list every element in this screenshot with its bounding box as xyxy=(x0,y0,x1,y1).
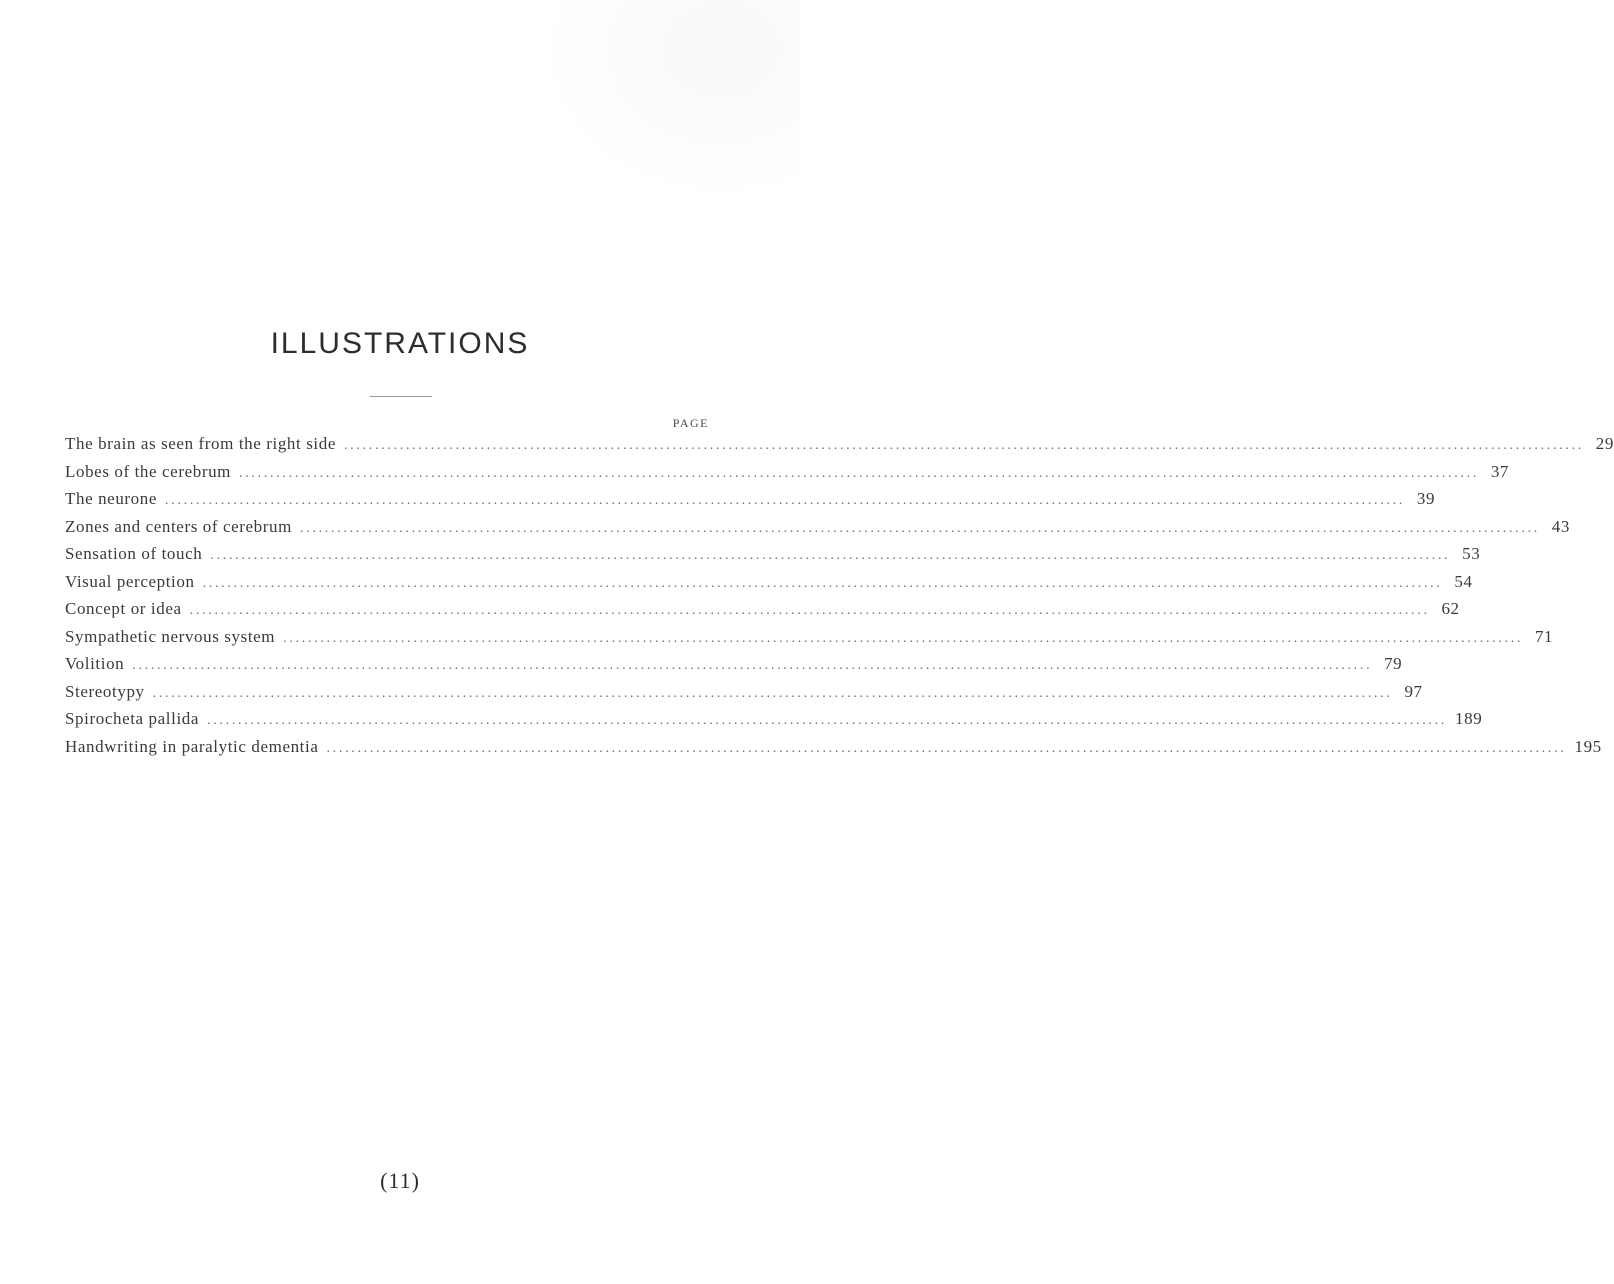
list-item xyxy=(65,599,1460,627)
page-column-label: PAGE xyxy=(672,416,709,430)
page-folio-number: (11) xyxy=(380,1168,420,1193)
dot-leader: ........................................................................................................................................................................................................ xyxy=(299,520,1540,536)
entry-page-number: 62 xyxy=(1441,599,1460,618)
entry-title: Sympathetic nervous system xyxy=(65,626,276,646)
dot-leader: ........................................................................................................................................................................................................ xyxy=(283,630,1524,646)
list-item xyxy=(65,736,1602,765)
entry-page-number: 43 xyxy=(1551,516,1570,536)
list-item xyxy=(65,654,1403,682)
dot-leader: ........................................................................................................................................................................................................ xyxy=(343,438,1584,453)
illustrations-list xyxy=(65,434,1614,764)
page-title: ILLUSTRATIONS xyxy=(270,327,530,360)
dot-leader: ........................................................................................................................................................................................................ xyxy=(210,548,1451,563)
entry-page-number: 54 xyxy=(1454,571,1473,591)
list-item xyxy=(65,626,1554,655)
entry-title: Spirocheta pallida xyxy=(65,709,200,728)
list-item xyxy=(65,681,1423,710)
entry-title: Zones and centers of cerebrum xyxy=(65,516,292,536)
list-item xyxy=(65,544,1481,572)
entry-title: Concept or idea xyxy=(65,599,182,618)
dot-leader: ........................................................................................................................................................................................................ xyxy=(326,740,1567,756)
dot-leader: ........................................................................................................................................................................................................ xyxy=(239,465,1480,481)
entry-title: Lobes of the cerebrum xyxy=(65,461,232,481)
list-item xyxy=(65,461,1510,490)
entry-page-number: 71 xyxy=(1534,626,1554,646)
entry-page-number: 39 xyxy=(1416,489,1436,508)
entry-title: Volition xyxy=(65,654,125,673)
dot-leader: ........................................................................................................................................................................................................ xyxy=(165,493,1406,508)
dot-leader: ........................................................................................................................................................................................................ xyxy=(189,603,1430,618)
entry-page-number: 53 xyxy=(1462,544,1481,563)
list-item xyxy=(65,571,1473,600)
title-rule-divider xyxy=(370,396,432,397)
list-item xyxy=(65,709,1483,737)
entry-title: The neurone xyxy=(65,489,158,508)
dot-leader: ........................................................................................................................................................................................................ xyxy=(207,713,1448,728)
entry-title: Handwriting in paralytic dementia xyxy=(65,736,319,756)
list-item xyxy=(65,516,1570,545)
entry-page-number: 97 xyxy=(1404,681,1423,701)
entry-page-number: 189 xyxy=(1455,709,1483,728)
list-item xyxy=(65,434,1614,462)
entry-page-number: 29 xyxy=(1595,434,1614,453)
entry-page-number: 195 xyxy=(1574,736,1602,756)
list-item xyxy=(65,489,1436,517)
entry-title: The brain as seen from the right side xyxy=(65,434,336,453)
entry-page-number: 79 xyxy=(1384,654,1403,673)
dot-leader: ........................................................................................................................................................................................................ xyxy=(202,575,1443,591)
entry-title: Sensation of touch xyxy=(65,544,203,563)
dot-leader: ........................................................................................................................................................................................................ xyxy=(152,685,1393,701)
dot-leader: ........................................................................................................................................................................................................ xyxy=(132,658,1373,673)
entry-page-number: 37 xyxy=(1490,461,1510,481)
entry-title: Visual perception xyxy=(65,571,195,591)
bleed-through-shadow xyxy=(540,0,800,200)
entry-title: Stereotypy xyxy=(65,681,145,701)
